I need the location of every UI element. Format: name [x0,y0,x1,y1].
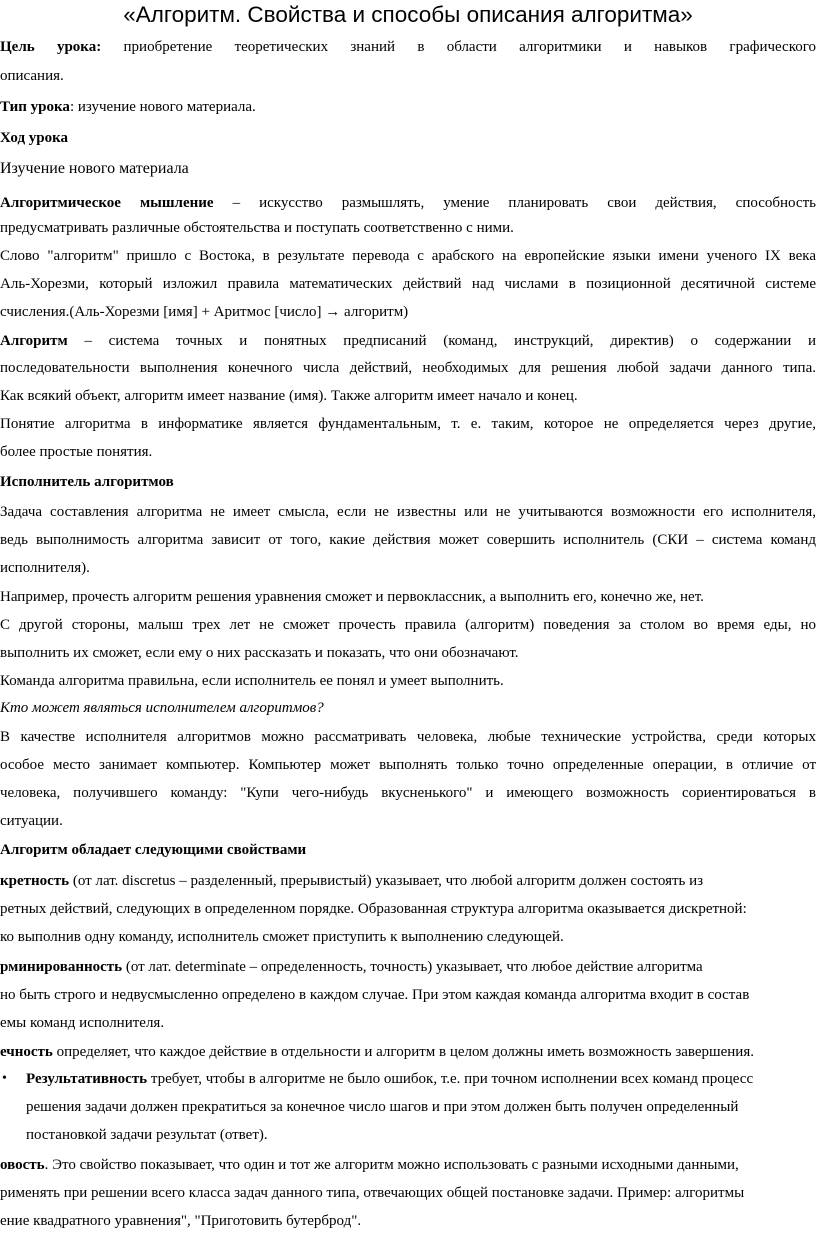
effectiveness-line-2: решения задачи должен прекратиться за конечное число шагов и при этом должен быть получен определенный [26,1099,739,1115]
origin-line-2: Аль-Хорезми, который изложил правила математических действий над числами в позиционной десятичной системе [0,276,816,292]
effectiveness-term: Результативность [26,1071,148,1087]
mass-text-1: . Это свойство показывает, что один и тот же алгоритм можно использовать с разными исходными данными, [44,1157,739,1173]
determinism-line-2: но быть строго и недвусмысленно определено в каждом случае. При этом каждая команда алгоритма входит в состав [0,987,750,1003]
executor-line-1: Задача составления алгоритма не имеет смысла, если не известны или не учитываются возможности его исполнителя, [0,504,816,520]
finiteness-line [0,1042,754,1062]
answer-line-3: человека, получившего команду: "Купи чего-нибудь вкусненького" и имеющего возможность сориентироваться в [0,785,816,801]
definition-line-2: последовательности выполнения конечного числа действий, необходимых для решения любой задачи данного типа. [0,360,816,376]
discreteness-line-2: ретных действий, следующих в определенном порядке. Образованная структура алгоритма оказывается дискретной: [0,901,747,917]
thinking-text-1: – искусство размышлять, умение планировать свои действия, способность [232,195,816,211]
mass-line-1 [0,1155,739,1175]
example-2-line-1: С другой стороны, малыш трех лет не сможет прочесть правила (алгоритм) поведения за столом во время еды, но [0,617,816,633]
executor-heading: Исполнитель алгоритмов [0,474,174,490]
definition-term: Алгоритм [0,333,68,349]
determinism-line-3: емы команд исполнителя. [0,1015,165,1031]
thinking-term: Алгоритмическое мышление [0,195,214,211]
lesson-type [0,97,256,117]
page-title: «Алгоритм. Свойства и способы описания алгоритма» [123,2,693,27]
properties-heading: Алгоритм обладает следующими свойствами [0,842,307,858]
thinking-line-2: предусматривать различные обстоятельства и поступать соответственно с ними. [0,220,514,236]
effectiveness-line-3: постановкой задачи результат (ответ). [26,1127,268,1143]
definition-text-1: – система точных и понятных предписаний (команд, инструкций, директив) о содержании и [84,333,816,349]
course-heading: Ход урока [0,130,69,146]
finiteness-term: ечность [0,1044,53,1060]
mass-line-2: рименять при решении всего класса задач данного типа, отвечающих общей постановке задачи. Пример: алгоритмы [0,1185,745,1201]
example-2-line-2: выполнить их сможет, если ему о них рассказать и показать, что они обозначают. [0,645,519,661]
definition-line-1 [0,331,816,351]
bullet-icon: • [2,1071,7,1086]
subheading: Изучение нового материала [0,160,189,177]
concept-line-1: Понятие алгоритма в информатике является фундаментальным, т. е. таким, которое не определяется через другие, [0,416,816,432]
effectiveness-line-1 [26,1069,753,1089]
type-label: Тип урока [0,99,70,115]
answer-line-4: ситуации. [0,813,63,829]
goal-text-1: приобретение теоретических знаний в области алгоритмики и навыков графического [123,39,816,55]
example-1: Например, прочесть алгоритм решения уравнения сможет и первоклассник, а выполнить его, конечно же, нет. [0,589,704,605]
definition-line-3: Как всякий объект, алгоритм имеет название (имя). Также алгоритм имеет начало и конец. [0,388,578,404]
answer-line-1: В качестве исполнителя алгоритмов можно рассматривать человека, любые технические устройства, среди которых [0,729,816,745]
question: Кто может являться исполнителем алгоритмов? [0,700,324,716]
goal-line-1 [0,37,816,57]
goal-line-2: описания. [0,68,64,84]
determinism-line-1 [0,957,703,977]
executor-line-2: ведь выполнимость алгоритма зависит от того, какие действия может совершить исполнитель (СКИ – система команд [0,532,816,548]
executor-line-3: исполнителя). [0,560,90,576]
answer-line-2: особое место занимает компьютер. Компьютер может выполнять только точно определенные операции, в отличие от [0,757,816,773]
determinism-term: рминированность [0,959,123,975]
origin-line-1: Слово "алгоритм" пришло с Востока, в результате перевода с арабского на европейские языки имени ученого IX века [0,248,816,264]
thinking-line-1 [0,193,816,213]
effectiveness-text-1: требует, чтобы в алгоритме не было ошибок, т.е. при точном исполнении всех команд процесс [150,1071,754,1087]
concept-line-2: более простые понятия. [0,444,153,460]
origin-line-3: счисления.(Аль-Хорезми [имя] + Аритмос [число] → алгоритм) [0,304,409,320]
discreteness-text-1: (от лат. discretus – разделенный, прерывистый) указывает, что любой алгоритм должен состоять из [72,873,704,889]
discreteness-line-3: ко выполнив одну команду, исполнитель сможет приступить к выполнению следующей. [0,929,564,945]
discreteness-term: кретность [0,873,70,889]
goal-label: Цель урока: [0,39,102,55]
type-text: : изучение нового материала. [69,99,256,115]
command-correct: Команда алгоритма правильна, если исполнитель ее понял и умеет выполнить. [0,673,504,689]
mass-line-3: ение квадратного уравнения", "Приготовить бутерброд". [0,1213,362,1229]
discreteness-line-1 [0,871,703,891]
finiteness-text: определяет, что каждое действие в отдельности и алгоритм в целом должны иметь возможность завершения. [56,1044,754,1060]
mass-term: овость [0,1157,45,1173]
determinism-text-1: (от лат. determinate – определенность, точность) указывает, что любое действие алгоритма [125,959,703,975]
